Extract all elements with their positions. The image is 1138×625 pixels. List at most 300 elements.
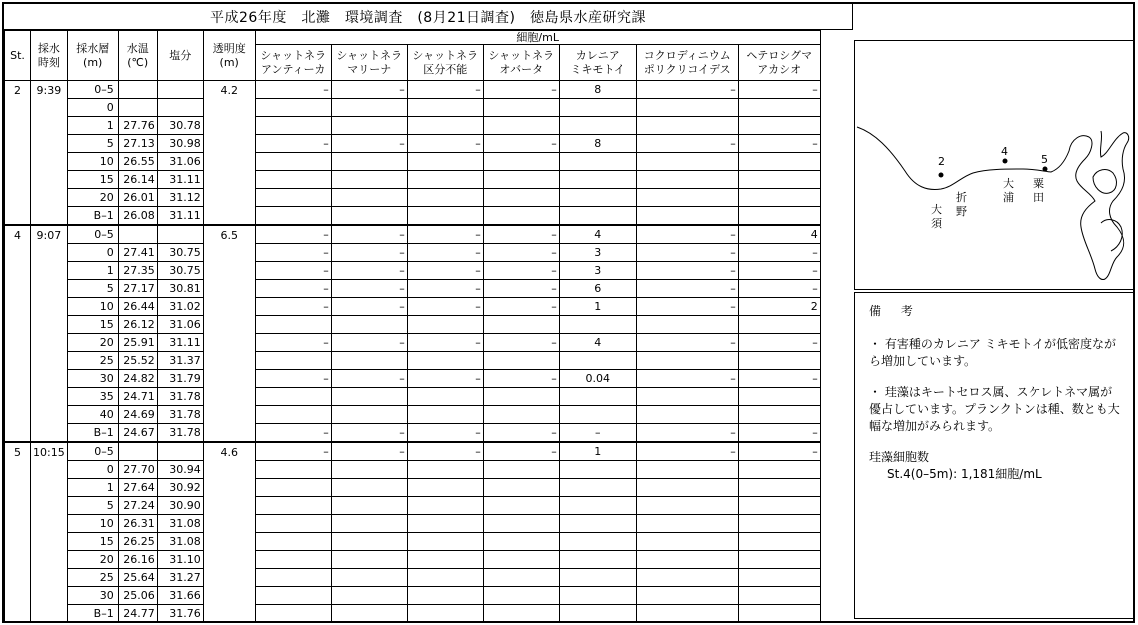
cell-count (255, 605, 331, 623)
salinity-cell (157, 81, 203, 99)
cell-count: – (636, 298, 738, 316)
layer-cell: 1 (67, 117, 118, 135)
station-5-marker (1043, 167, 1048, 172)
cell-count: 6 (559, 280, 636, 298)
cell-count: – (636, 442, 738, 461)
cell-count (559, 515, 636, 533)
cell-count: – (636, 370, 738, 388)
cell-count (559, 497, 636, 515)
salinity-cell: 31.08 (157, 533, 203, 551)
cell-count: 3 (559, 262, 636, 280)
cell-count: – (255, 135, 331, 153)
salinity-cell: 30.92 (157, 479, 203, 497)
species-header: カレニア ミキモトイ (559, 45, 636, 81)
salinity-cell: 30.81 (157, 280, 203, 298)
cell-count: – (483, 424, 559, 443)
cell-count (255, 551, 331, 569)
cell-count (331, 153, 407, 171)
cell-count (636, 189, 738, 207)
temperature-cell: 27.41 (118, 244, 157, 262)
page-title: 平成26年度 北灘 環境調査 (8月21日調査) 徳島県水産研究課 (4, 4, 853, 30)
cell-count (738, 605, 820, 623)
cell-count (331, 117, 407, 135)
temperature-cell: 26.16 (118, 551, 157, 569)
cell-count: – (255, 298, 331, 316)
salinity-cell: 30.98 (157, 135, 203, 153)
cell-count: – (255, 262, 331, 280)
cell-count (331, 533, 407, 551)
cell-count (331, 587, 407, 605)
cell-count (331, 461, 407, 479)
cell-count (738, 461, 820, 479)
cell-count (331, 316, 407, 334)
salinity-cell: 31.27 (157, 569, 203, 587)
cell-count: – (407, 334, 483, 352)
cell-count (559, 569, 636, 587)
layer-cell: 10 (67, 153, 118, 171)
cell-count (559, 533, 636, 551)
salinity-cell: 31.78 (157, 406, 203, 424)
cell-count (738, 352, 820, 370)
cell-count: – (255, 370, 331, 388)
cell-count (559, 207, 636, 226)
station-cell: 5 (5, 442, 31, 623)
cell-count (483, 461, 559, 479)
temperature-cell: 26.12 (118, 316, 157, 334)
cell-count (255, 99, 331, 117)
temperature-cell: 26.55 (118, 153, 157, 171)
table-row (5, 424, 821, 443)
cell-count: 1 (559, 442, 636, 461)
cell-count: – (636, 280, 738, 298)
sampling-time-cell: 9:39 (31, 81, 68, 226)
cell-count (407, 316, 483, 334)
cell-count: – (738, 424, 820, 443)
cell-count (331, 406, 407, 424)
salinity-cell: 30.94 (157, 461, 203, 479)
salinity-cell: 31.79 (157, 370, 203, 388)
cell-count (483, 497, 559, 515)
cell-count (483, 605, 559, 623)
cell-count: 4 (559, 334, 636, 352)
layer-cell: 5 (67, 280, 118, 298)
table-row (5, 207, 821, 226)
salinity-cell: 31.78 (157, 388, 203, 406)
layer-cell: 30 (67, 370, 118, 388)
temperature-cell: 25.91 (118, 334, 157, 352)
cell-count: 4 (738, 225, 820, 244)
cell-count (407, 406, 483, 424)
salinity-cell: 30.90 (157, 497, 203, 515)
place-oura: 大浦 (1003, 177, 1014, 204)
cell-count: – (407, 135, 483, 153)
layer-cell: 15 (67, 316, 118, 334)
station-4-label: 4 (1001, 145, 1008, 158)
cell-count: 8 (559, 81, 636, 99)
table-row (5, 280, 821, 298)
cell-count: – (483, 442, 559, 461)
cell-count (559, 605, 636, 623)
cell-count (407, 352, 483, 370)
cell-count (331, 99, 407, 117)
cell-count: 0.04 (559, 370, 636, 388)
temperature-cell: 27.64 (118, 479, 157, 497)
cell-count: – (407, 370, 483, 388)
cell-count (559, 189, 636, 207)
cell-count (636, 117, 738, 135)
cell-count: – (331, 262, 407, 280)
cell-count: – (738, 280, 820, 298)
table-row (5, 117, 821, 135)
table-row (5, 81, 821, 99)
layer-cell: 25 (67, 352, 118, 370)
cell-count: – (738, 334, 820, 352)
cell-count (636, 406, 738, 424)
station-cell: 2 (5, 81, 31, 226)
cell-count (738, 99, 820, 117)
cell-count (738, 497, 820, 515)
cell-count: – (636, 424, 738, 443)
cell-count (738, 153, 820, 171)
layer-cell: 20 (67, 551, 118, 569)
cell-count: – (255, 81, 331, 99)
temperature-cell: 26.14 (118, 171, 157, 189)
cell-count (559, 153, 636, 171)
cell-count (407, 207, 483, 226)
cell-count (407, 533, 483, 551)
cell-count: – (636, 135, 738, 153)
salinity-cell: 31.08 (157, 515, 203, 533)
salinity-cell (157, 442, 203, 461)
cell-count (407, 479, 483, 497)
cell-count (483, 352, 559, 370)
table-body (5, 81, 821, 623)
cell-count: – (407, 225, 483, 244)
cell-count (255, 533, 331, 551)
temperature-cell: 25.64 (118, 569, 157, 587)
cell-count (407, 587, 483, 605)
table-row (5, 461, 821, 479)
cell-count (636, 497, 738, 515)
cell-count (559, 388, 636, 406)
layer-cell: 15 (67, 533, 118, 551)
cell-count (738, 406, 820, 424)
cell-count (738, 189, 820, 207)
remarks-box (854, 292, 1135, 619)
species-header: シャットネラ アンティーカ (255, 45, 331, 81)
station-map (854, 40, 1135, 290)
cell-count: – (483, 298, 559, 316)
temperature-cell: 24.67 (118, 424, 157, 443)
table-row (5, 171, 821, 189)
temperature-cell: 27.13 (118, 135, 157, 153)
cell-count: – (331, 244, 407, 262)
cell-count: – (331, 424, 407, 443)
cell-count (483, 189, 559, 207)
cell-count: – (407, 424, 483, 443)
station-4-marker (1003, 159, 1008, 164)
cell-count (407, 569, 483, 587)
cell-count (331, 605, 407, 623)
cell-count: – (331, 442, 407, 461)
salinity-cell: 31.06 (157, 153, 203, 171)
temperature-cell: 27.35 (118, 262, 157, 280)
station-2-label: 2 (938, 155, 945, 168)
cell-count (738, 587, 820, 605)
cell-count: 2 (738, 298, 820, 316)
layer-cell: 1 (67, 262, 118, 280)
cell-count: – (331, 81, 407, 99)
cell-count: – (738, 370, 820, 388)
salinity-cell: 31.11 (157, 334, 203, 352)
cell-count (331, 551, 407, 569)
cell-count (407, 171, 483, 189)
cell-count (483, 569, 559, 587)
layer-cell: B–1 (67, 207, 118, 226)
layer-cell: 0–5 (67, 442, 118, 461)
cell-count (483, 587, 559, 605)
layer-cell: 1 (67, 479, 118, 497)
layer-cell: 0 (67, 99, 118, 117)
cell-count (559, 171, 636, 189)
layer-cell: 0–5 (67, 81, 118, 99)
cell-count (636, 207, 738, 226)
cell-count (738, 207, 820, 226)
diatom-count-title: 珪藻細胞数 (869, 450, 930, 464)
cell-count: – (636, 244, 738, 262)
species-header: シャットネラ 区分不能 (407, 45, 483, 81)
cell-count (483, 316, 559, 334)
cell-count (331, 207, 407, 226)
cell-count (738, 479, 820, 497)
cell-count (636, 461, 738, 479)
layer-cell: B–1 (67, 424, 118, 443)
salinity-header: 塩分 (157, 31, 203, 81)
cell-count (636, 533, 738, 551)
layer-cell: 25 (67, 569, 118, 587)
layer-cell: 10 (67, 298, 118, 316)
time-header: 採水 時刻 (31, 31, 68, 81)
layer-cell: B–1 (67, 605, 118, 623)
transparency-cell: 4.2 (203, 81, 255, 226)
cell-count (483, 551, 559, 569)
cell-count (255, 461, 331, 479)
temperature-header: 水温 (℃) (118, 31, 157, 81)
cell-count (331, 189, 407, 207)
cell-count (559, 587, 636, 605)
table-row (5, 442, 821, 461)
station-2-marker (939, 173, 944, 178)
cell-count: – (636, 262, 738, 280)
cell-count (636, 605, 738, 623)
cell-count (255, 388, 331, 406)
table-row (5, 388, 821, 406)
cell-count (559, 461, 636, 479)
remark-karenia: ・ 有害種のカレニア ミキモトイが低密度なが ら増加しています。 (869, 337, 1117, 368)
layer-cell: 0–5 (67, 225, 118, 244)
salinity-cell (157, 99, 203, 117)
cell-count: – (738, 442, 820, 461)
place-osu: 大須 (931, 203, 942, 230)
cell-count: – (255, 244, 331, 262)
cell-count (255, 569, 331, 587)
cell-count (407, 461, 483, 479)
cell-count (407, 153, 483, 171)
cell-count (483, 479, 559, 497)
cell-count: – (407, 298, 483, 316)
cell-count (331, 569, 407, 587)
cell-count (559, 316, 636, 334)
table-row (5, 587, 821, 605)
table-row (5, 406, 821, 424)
species-header: シャットネラ マリーナ (331, 45, 407, 81)
salinity-cell: 31.06 (157, 316, 203, 334)
cell-count: – (407, 280, 483, 298)
cell-count (255, 497, 331, 515)
cell-count (255, 352, 331, 370)
species-header: シャットネラ オバータ (483, 45, 559, 81)
salinity-cell: 31.76 (157, 605, 203, 623)
cell-count (407, 117, 483, 135)
cell-count (407, 551, 483, 569)
temperature-cell: 27.76 (118, 117, 157, 135)
transparency-cell: 6.5 (203, 225, 255, 442)
salinity-cell (157, 225, 203, 244)
table-row (5, 316, 821, 334)
cell-count (738, 515, 820, 533)
temperature-cell (118, 442, 157, 461)
coastline-map (855, 41, 1134, 289)
cell-count (331, 479, 407, 497)
layer-header: 採水層 (m) (67, 31, 118, 81)
cell-count (636, 316, 738, 334)
table-row (5, 551, 821, 569)
cell-count (483, 99, 559, 117)
table-row (5, 569, 821, 587)
layer-cell: 20 (67, 189, 118, 207)
cell-count: – (738, 81, 820, 99)
temperature-cell: 27.24 (118, 497, 157, 515)
cell-count (407, 497, 483, 515)
cell-count (255, 117, 331, 135)
cell-count (636, 569, 738, 587)
remark-diatoms: ・ 珪藻はキートセロス属、スケレトネマ属が 優占しています。プランクトンは種、数とも大 幅な増加がみられます。 (869, 385, 1120, 433)
station-cell: 4 (5, 225, 31, 442)
cell-count: – (483, 244, 559, 262)
cell-count: – (483, 262, 559, 280)
cell-count (483, 171, 559, 189)
layer-cell: 5 (67, 497, 118, 515)
cell-count: – (255, 424, 331, 443)
table-row (5, 352, 821, 370)
cell-count: – (331, 225, 407, 244)
cell-count (483, 117, 559, 135)
cell-count (255, 189, 331, 207)
cell-count (483, 388, 559, 406)
cell-count (255, 479, 331, 497)
cell-count (636, 587, 738, 605)
cell-count (255, 153, 331, 171)
cell-count (255, 587, 331, 605)
table-header (5, 31, 821, 81)
layer-cell: 30 (67, 587, 118, 605)
cell-count: – (483, 135, 559, 153)
cell-count (331, 352, 407, 370)
table-row (5, 99, 821, 117)
layer-cell: 0 (67, 461, 118, 479)
salinity-cell: 31.78 (157, 424, 203, 443)
cell-count (255, 406, 331, 424)
salinity-cell: 31.10 (157, 551, 203, 569)
place-orino: 折野 (956, 191, 967, 218)
table-row (5, 262, 821, 280)
transparency-header: 透明度 (m) (203, 31, 255, 81)
layer-cell: 10 (67, 515, 118, 533)
cell-count: – (407, 244, 483, 262)
cell-count: – (331, 298, 407, 316)
survey-table (4, 30, 821, 623)
layer-cell: 20 (67, 334, 118, 352)
salinity-cell: 31.37 (157, 352, 203, 370)
coastline-path (857, 127, 1129, 280)
cell-count (255, 207, 331, 226)
cell-count (738, 171, 820, 189)
table-row (5, 298, 821, 316)
cell-count: – (255, 442, 331, 461)
cell-count: – (636, 225, 738, 244)
table-row (5, 605, 821, 623)
temperature-cell: 24.77 (118, 605, 157, 623)
layer-cell: 15 (67, 171, 118, 189)
cell-count (483, 533, 559, 551)
transparency-cell: 4.6 (203, 442, 255, 623)
table-row (5, 153, 821, 171)
outer-coast-path (1101, 220, 1122, 251)
temperature-cell (118, 225, 157, 244)
cell-count: – (255, 225, 331, 244)
cell-count: – (559, 424, 636, 443)
cell-count (738, 551, 820, 569)
cell-count: – (483, 225, 559, 244)
cell-count (559, 551, 636, 569)
island-path (1093, 170, 1116, 194)
cell-count (483, 515, 559, 533)
cell-count (331, 388, 407, 406)
station-5-label: 5 (1041, 153, 1048, 166)
cell-count (738, 569, 820, 587)
cell-count: – (407, 81, 483, 99)
temperature-cell: 26.01 (118, 189, 157, 207)
table-row (5, 225, 821, 244)
cell-count (636, 515, 738, 533)
table-row (5, 370, 821, 388)
cell-count (636, 388, 738, 406)
temperature-cell (118, 99, 157, 117)
species-header: ヘテロシグマ アカシオ (738, 45, 820, 81)
temperature-cell: 26.44 (118, 298, 157, 316)
temperature-cell: 24.69 (118, 406, 157, 424)
cell-count: – (483, 280, 559, 298)
cell-count (255, 171, 331, 189)
cell-count (636, 479, 738, 497)
cell-count: – (255, 280, 331, 298)
table-row (5, 533, 821, 551)
temperature-cell: 24.82 (118, 370, 157, 388)
temperature-cell: 27.70 (118, 461, 157, 479)
cell-count: – (255, 334, 331, 352)
salinity-cell: 30.75 (157, 244, 203, 262)
cells-group-header: 細胞/mL (255, 31, 820, 45)
